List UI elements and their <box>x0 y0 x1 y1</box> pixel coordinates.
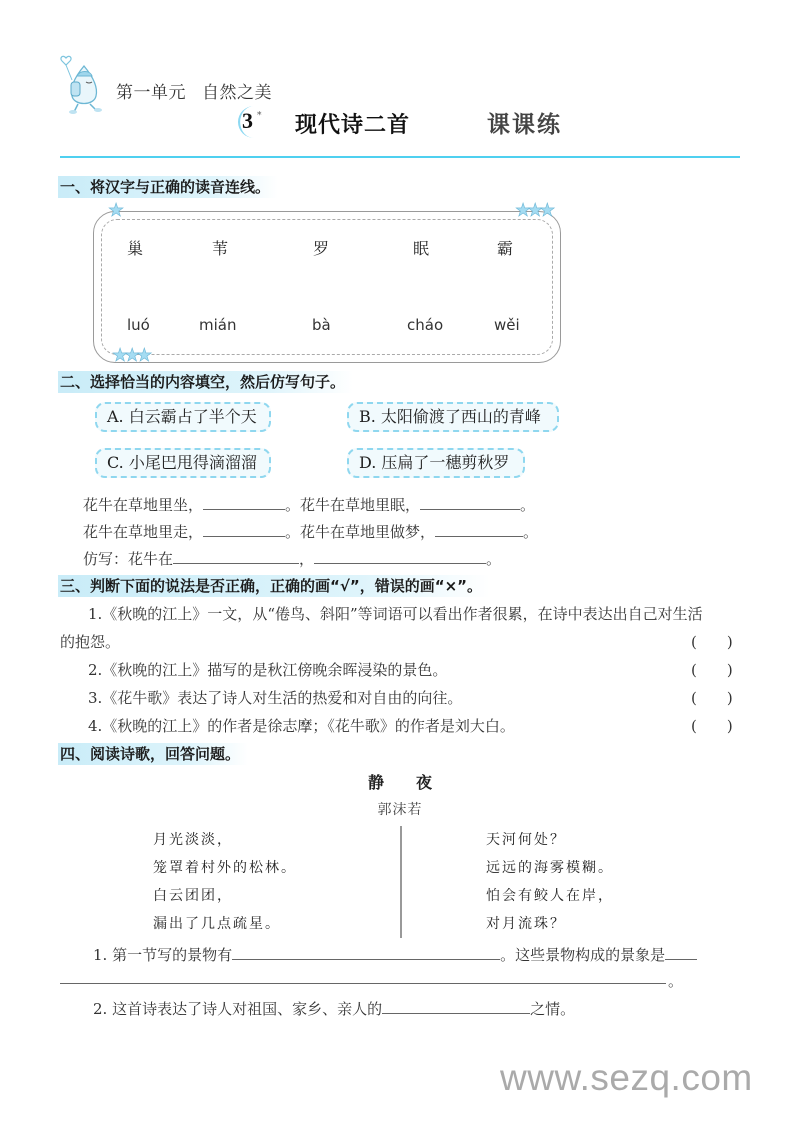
pinyin-3[interactable]: bà <box>312 316 331 334</box>
blank-input[interactable] <box>665 944 697 960</box>
poem-line: 漏出了几点疏星。 <box>153 916 281 932</box>
blank-input[interactable] <box>382 998 530 1014</box>
section-1-heading: 一、将汉字与正确的读音连线。 <box>58 176 278 198</box>
question-1: 1. 第一节写的景物有 。这些景物构成的景象是 <box>93 944 697 965</box>
poem-line: 月光淡淡， <box>153 832 233 848</box>
lesson-title: 现代诗二首 <box>295 112 411 138</box>
blank-input[interactable] <box>314 548 486 564</box>
character-4[interactable]: 眠 <box>413 239 430 258</box>
blank-input[interactable] <box>420 494 520 510</box>
watermark: www.sezq.com <box>500 1057 753 1098</box>
character-1[interactable]: 巢 <box>127 239 144 258</box>
judge-item-3: 3.《花牛歌》表达了诗人对生活的热爱和对自由的向往。 <box>88 689 463 707</box>
character-2[interactable]: 苇 <box>212 239 229 258</box>
character-3[interactable]: 罗 <box>313 239 330 258</box>
pinyin-5[interactable]: wěi <box>494 316 520 334</box>
question-2: 2. 这首诗表达了诗人对祖国、家乡、亲人的 之情。 <box>93 1000 576 1018</box>
stars-icon: ★★★ <box>112 345 149 366</box>
poem-author: 郭沫若 <box>377 802 423 818</box>
unit-title <box>116 78 272 103</box>
answer-paren[interactable]: ( ) <box>691 689 733 707</box>
poem-line: 对月流珠？ <box>486 916 566 932</box>
blank-input[interactable] <box>435 521 523 537</box>
lesson-number: 3 <box>242 108 253 133</box>
unit-theme: 自然之美 <box>202 83 272 103</box>
poem-title: 静 夜 <box>367 773 432 792</box>
judge-item-1-cont: 的抱怨。 <box>60 633 121 651</box>
poem-line: 远远的海雾模糊。 <box>486 860 614 876</box>
answer-paren[interactable]: ( ) <box>691 633 733 651</box>
unit-label: 第一单元 <box>116 83 186 103</box>
poem-line: 怕会有鲛人在岸， <box>486 888 614 904</box>
option-c: C. 小尾巴甩得滴溜溜 <box>95 448 271 478</box>
blank-input[interactable] <box>60 968 666 984</box>
option-b: B. 太阳偷渡了西山的青峰 <box>347 402 559 432</box>
judge-item-4: 4.《秋晚的江上》的作者是徐志摩；《花牛歌》的作者是刘大白。 <box>88 717 515 735</box>
character-5[interactable]: 霸 <box>497 239 514 258</box>
option-a: A. 白云霸占了半个天 <box>95 402 271 432</box>
water-drop-mascot-icon <box>60 52 108 116</box>
header-divider <box>60 156 740 158</box>
stars-icon: ★★★ <box>515 200 552 221</box>
blank-input[interactable] <box>203 521 285 537</box>
option-d: D. 压扁了一穗剪秋罗 <box>347 448 525 478</box>
fill-line-1: 花牛在草地里坐， 。花牛在草地里眠， 。 <box>83 496 536 514</box>
blank-input[interactable] <box>173 548 299 564</box>
question-1-end: 。 <box>668 972 684 990</box>
poem-line: 笼罩着村外的松林。 <box>153 860 297 876</box>
fill-line-2: 花牛在草地里走， 。花牛在草地里做梦， 。 <box>83 523 539 541</box>
section-3-heading: 三、判断下面的说法是否正确，正确的画“√”，错误的画“×”。 <box>58 575 490 597</box>
poem-line: 天河何处？ <box>486 832 566 848</box>
pinyin-2[interactable]: mián <box>199 316 237 334</box>
pinyin-4[interactable]: cháo <box>407 316 444 334</box>
blank-input[interactable] <box>203 494 285 510</box>
answer-paren[interactable]: ( ) <box>691 717 733 735</box>
practice-title: 课课练 <box>487 112 562 138</box>
pinyin-1[interactable]: luó <box>127 316 150 334</box>
section-4-heading: 四、阅读诗歌，回答问题。 <box>58 743 248 765</box>
judge-item-1: 1.《秋晚的江上》一文，从“倦鸟、斜阳”等词语可以看出作者很累，在诗中表达出自己对生活 <box>88 605 703 623</box>
imitate-line: 仿写：花牛在 ， 。 <box>83 550 502 568</box>
poem-line: 白云团团， <box>153 888 233 904</box>
judge-item-2: 2.《秋晚的江上》描写的是秋江傍晚余晖浸染的景色。 <box>88 661 448 679</box>
blank-input[interactable] <box>232 944 500 960</box>
section-2-heading: 二、选择恰当的内容填空，然后仿写句子。 <box>58 371 353 393</box>
star-icon: ★ <box>108 200 125 221</box>
poem-divider <box>400 826 402 938</box>
lesson-mark: * <box>257 111 262 121</box>
answer-paren[interactable]: ( ) <box>691 661 733 679</box>
